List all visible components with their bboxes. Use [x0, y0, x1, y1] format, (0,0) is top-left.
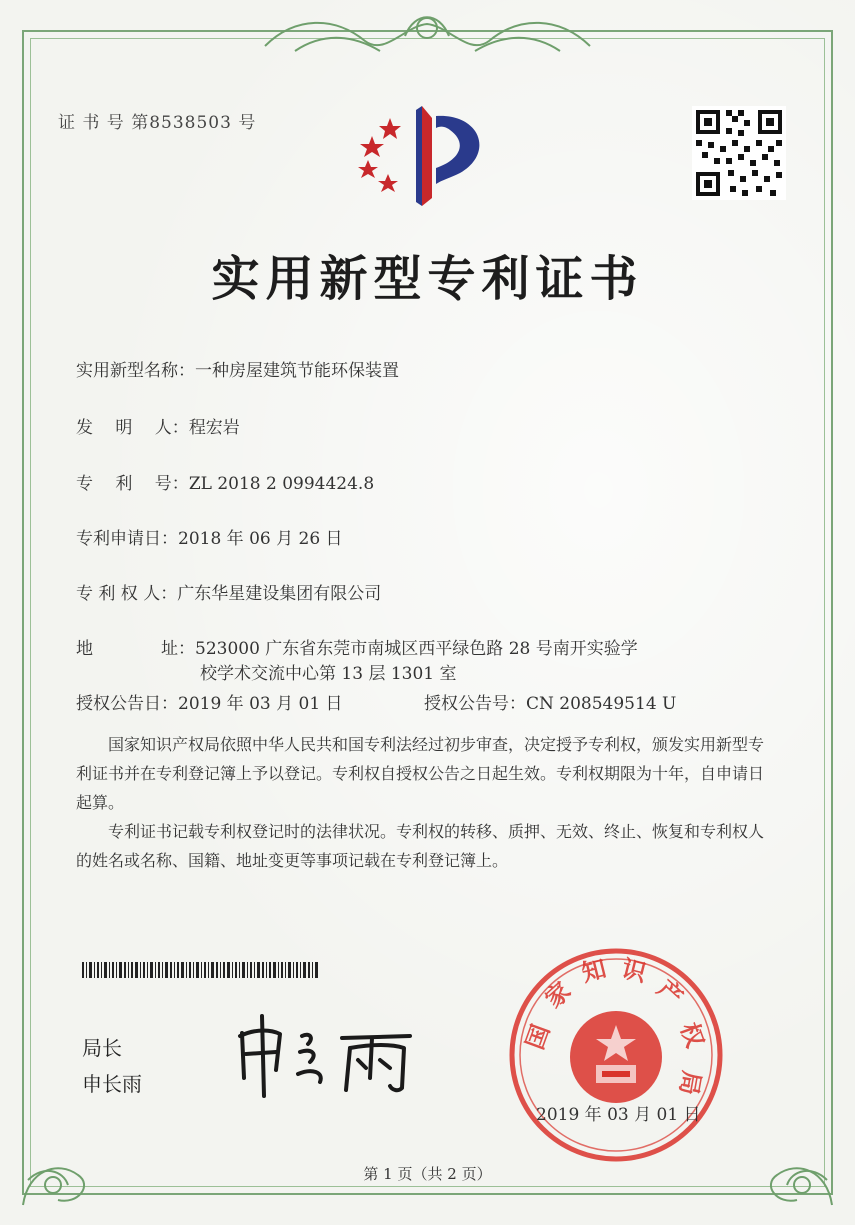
grant-number-value: CN 208549514 U — [526, 694, 677, 714]
address-line-2: 校学术交流中心第 13 层 1301 室 — [200, 664, 457, 684]
grant-date-value: 2019 年 03 月 01 日 — [178, 694, 343, 714]
page-indicator: 第 1 页（共 2 页） — [363, 1165, 492, 1183]
svg-text:产: 产 — [651, 974, 689, 1012]
handwritten-signature — [232, 1008, 432, 1098]
certificate-title: 实用新型专利证书 — [211, 251, 644, 307]
official-seal-stamp — [506, 945, 726, 1165]
grant-date-row — [76, 689, 343, 714]
patent-number-label: 专 利 号： — [76, 474, 189, 494]
svg-text:知: 知 — [578, 954, 610, 988]
signatory-title: 局长 — [82, 1036, 122, 1060]
certificate-number-label: 证 书 号 第 — [58, 113, 150, 133]
svg-text:国: 国 — [520, 1020, 556, 1054]
body-paragraph-2: 专利证书记载专利权登记时的法律状况。专利权的转移、质押、无效、终止、恢复和专利权人的姓名或名称、国籍、地址变更等事项记载在专利登记簿上。 — [76, 822, 765, 870]
address-line-1: 523000 广东省东莞市南城区西平绿色路 28 号南开实验学 — [195, 639, 638, 659]
svg-text:家: 家 — [539, 976, 577, 1014]
patentee-value: 广东华星建设集团有限公司 — [177, 584, 382, 604]
address-line-2-row — [200, 659, 457, 684]
patentee-label: 专 利 权 人： — [76, 584, 178, 604]
certificate-number-suffix: 号 — [238, 113, 257, 133]
filing-date-value: 2018 年 06 月 26 日 — [178, 529, 343, 549]
inventor-label: 发 明 人： — [76, 418, 189, 438]
address-label: 地 址： — [76, 639, 195, 659]
utility-model-name-row — [76, 356, 399, 381]
patent-number-value: ZL 2018 2 0994424.8 — [188, 474, 375, 494]
svg-text:局: 局 — [674, 1068, 706, 1098]
certificate-number — [58, 108, 256, 133]
inventor-row — [76, 413, 240, 438]
utility-model-name-value: 一种房屋建筑节能环保装置 — [195, 361, 399, 381]
barcode — [82, 962, 318, 978]
signatory-name: 申长雨 — [82, 1072, 142, 1096]
address-row — [76, 634, 638, 659]
grant-date-label: 授权公告日： — [76, 694, 178, 714]
certificate-number-value: 8538503 — [149, 113, 232, 133]
qr-code — [692, 106, 786, 200]
svg-text:权: 权 — [674, 1018, 710, 1052]
filing-date-row — [76, 524, 343, 549]
patent-number-row — [76, 469, 374, 494]
seal-date: 2019 年 03 月 01 日 — [536, 1105, 701, 1125]
patent-office-emblem-icon — [350, 98, 500, 213]
inventor-value: 程宏岩 — [188, 418, 240, 438]
patentee-row — [76, 579, 381, 604]
filing-date-label: 专利申请日： — [76, 529, 178, 549]
grant-number-label: 授权公告号： — [424, 694, 526, 714]
utility-model-name-label: 实用新型名称： — [76, 361, 195, 381]
top-ornament — [255, 6, 600, 66]
grant-number-row — [424, 689, 676, 714]
body-paragraph-1: 国家知识产权局依照中华人民共和国专利法经过初步审查，决定授予专利权，颁发实用新型专利证书并在专利登记簿上予以登记。专利权自授权公告之日起生效。专利权期限为十年，自申请日起算。 — [76, 735, 765, 812]
svg-text:识: 识 — [618, 954, 650, 988]
